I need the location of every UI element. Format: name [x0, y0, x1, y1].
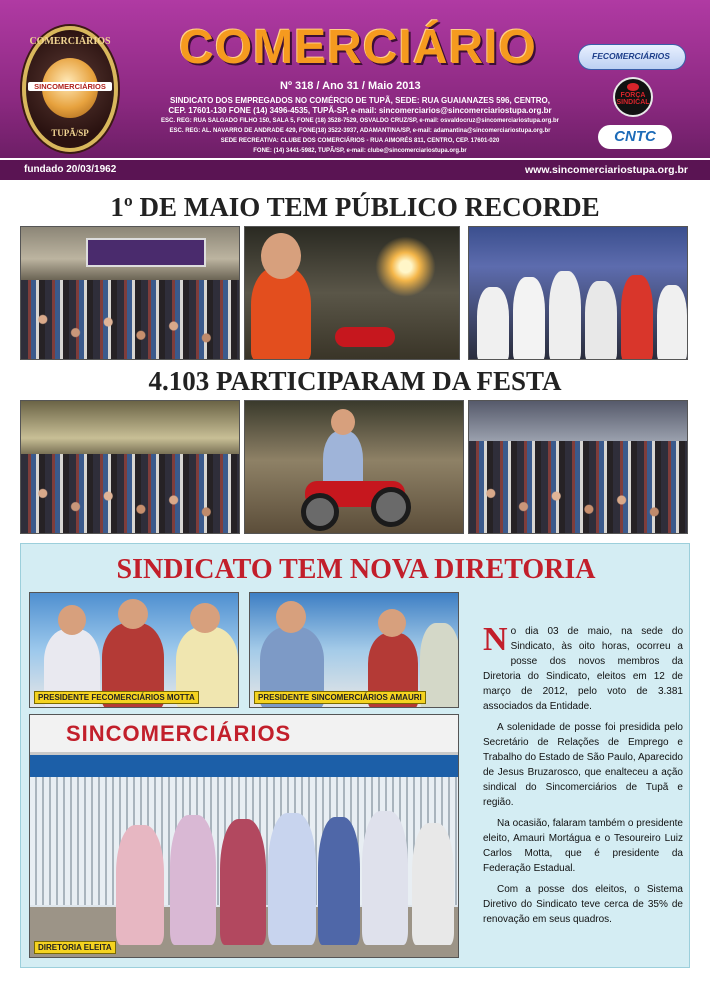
person [549, 271, 581, 360]
photo-motorcycle-winner [244, 400, 464, 534]
address-line: SINDICATO DOS EMPREGADOS NO COMÉRCIO DE TUPÃ, SEDE: RUA GUAIANAZES 596, CENTRO, [170, 96, 550, 105]
forca-logo-text: FORÇA SINDICAL [616, 92, 650, 106]
person [621, 275, 653, 360]
article-paragraph-text: o dia 03 de maio, na sede do Sindicato, às oito horas, ocorreu a posse dos novos membros da Diretoria do Sindicato, eleitos em 12 de março de 2012, pelo voto de 3.381 associados da Entidade. [483, 626, 683, 712]
photo-crowd-hall [20, 226, 240, 360]
winner-face [331, 409, 355, 435]
photo-president-amauri [249, 592, 459, 708]
speaker-shirt [251, 267, 311, 360]
blue-stripe [30, 755, 458, 777]
person [116, 825, 164, 945]
cntc-logo-text: CNTC [614, 128, 656, 145]
address-block [130, 96, 590, 156]
motorcycle-wheel-icon [371, 487, 411, 527]
motorcycle-icon [335, 327, 395, 347]
motorcycle-wheel-icon [301, 493, 339, 531]
face [58, 605, 86, 635]
cntc-logo [598, 125, 672, 149]
person [220, 819, 266, 945]
photo-crowd-women [468, 400, 688, 534]
photo-caption: PRESIDENTE SINCOMERCIÁRIOS AMAURI [254, 691, 426, 704]
seal-bottom-text: TUPÃ/SP [51, 128, 89, 138]
speaker-face [261, 233, 301, 279]
photo-speaker [244, 226, 460, 360]
fecomerciarios-logo [578, 44, 686, 70]
sign-text: SINCOMERCIÁRIOS [66, 721, 292, 746]
seal-middle-text: SINCOMERCIÁRIOS [28, 82, 112, 91]
photo-caption: DIRETORIA ELEITA [34, 941, 116, 954]
address-line: FONE: (14) 3441-5982, TUPÃ/SP, e-mail: clube@sincomerciariostupa.org.br [253, 148, 467, 154]
face [118, 599, 148, 629]
forca-flame-icon [627, 83, 639, 91]
person [657, 285, 687, 360]
article-body [483, 621, 683, 933]
person [268, 813, 316, 945]
photo-president-motta [29, 592, 239, 708]
hall-ceiling [21, 401, 239, 454]
person [585, 281, 617, 360]
sincomerciarios-sign [30, 715, 458, 755]
article-paragraph: Na ocasião, falaram também o presidente eleito, Amauri Mortágua e o Tesoureiro Luiz Carlos Motta, que é presidente da Federação Estadual. [483, 818, 683, 874]
nova-diretoria-section [20, 543, 690, 968]
founded-date: fundado 20/03/1962 [24, 164, 117, 175]
photo-crowd-hands [20, 400, 240, 534]
fecomerciarios-logo-text: FECOMERCIÁRIOS [592, 51, 670, 61]
seal-top-text: COMERCIÁRIOS [29, 36, 111, 47]
address-line: ESC. REG: AL. NAVARRO DE ANDRADE 429, FONE(18) 3522-3937, ADAMANTINA/SP, e-mail: adamantina@sincomerciariostupa.org.br [169, 128, 551, 134]
person [412, 823, 454, 945]
stage-banner [86, 238, 206, 267]
person [420, 623, 459, 708]
masthead [0, 0, 710, 158]
photo-caption: PRESIDENTE FECOMERCIÁRIOS MOTTA [34, 691, 199, 704]
headline-second: 4.103 PARTICIPARAM DA FESTA [148, 366, 562, 396]
website-link[interactable]: www.sincomerciariostupa.org.br [525, 164, 688, 176]
edition-info: Nº 318 / Ano 31 / Maio 2013 [280, 80, 421, 92]
face [276, 601, 306, 633]
headline-main: 1º DE MAIO TEM PÚBLICO RECORDE [110, 192, 600, 222]
person [318, 817, 360, 945]
article-paragraph: A solenidade de posse foi presidida pelo Secretário de Relações de Emprego e Trabalho do Estado de São Paulo, Aparecido de Jesus Bruzarosco, que enalteceu a ação sindical do Sincomerciários de Tupã e região. [483, 722, 683, 808]
face [190, 603, 220, 633]
person [477, 287, 509, 360]
dropcap: N [483, 621, 508, 658]
photo-diretoria-eleita [29, 714, 459, 958]
hall-ceiling [469, 401, 687, 441]
article-paragraph [483, 621, 683, 714]
address-line: ESC. REG: RUA SALGADO FILHO 150, SALA 5, FONE (18) 3528-7529, OSVALDO CRUZ/SP, e-mail: osvaldocruz@sincomerciariostupa.org.br [161, 118, 559, 124]
article-paragraph: Com a posse dos eleitos, o Sistema Diretivo do Sindicato teve cerca de 35% de renovação em seus quadros. [483, 884, 683, 925]
photo-group-stage [468, 226, 688, 360]
face [378, 609, 406, 637]
person [362, 811, 408, 945]
address-line: SEDE RECREATIVA: CLUBE DOS COMERCIÁRIOS - RUA AIMORÉS 811, CENTRO, CEP. 17601-020 [220, 138, 500, 144]
forca-sindical-logo [613, 77, 653, 117]
address-line: CEP. 17601-130 FONE (14) 3496-4535, TUPÃ-SP, e-mail: sincomerciarios@sincomerciariostupa.org.br [168, 106, 552, 115]
person [513, 277, 545, 360]
newspaper-title: COMERCIÁRIO [179, 21, 537, 74]
masthead-footer-bar [0, 158, 710, 180]
section-title: SINDICATO TEM NOVA DIRETORIA [116, 554, 596, 585]
union-seal-logo [22, 26, 118, 152]
person [170, 815, 216, 945]
